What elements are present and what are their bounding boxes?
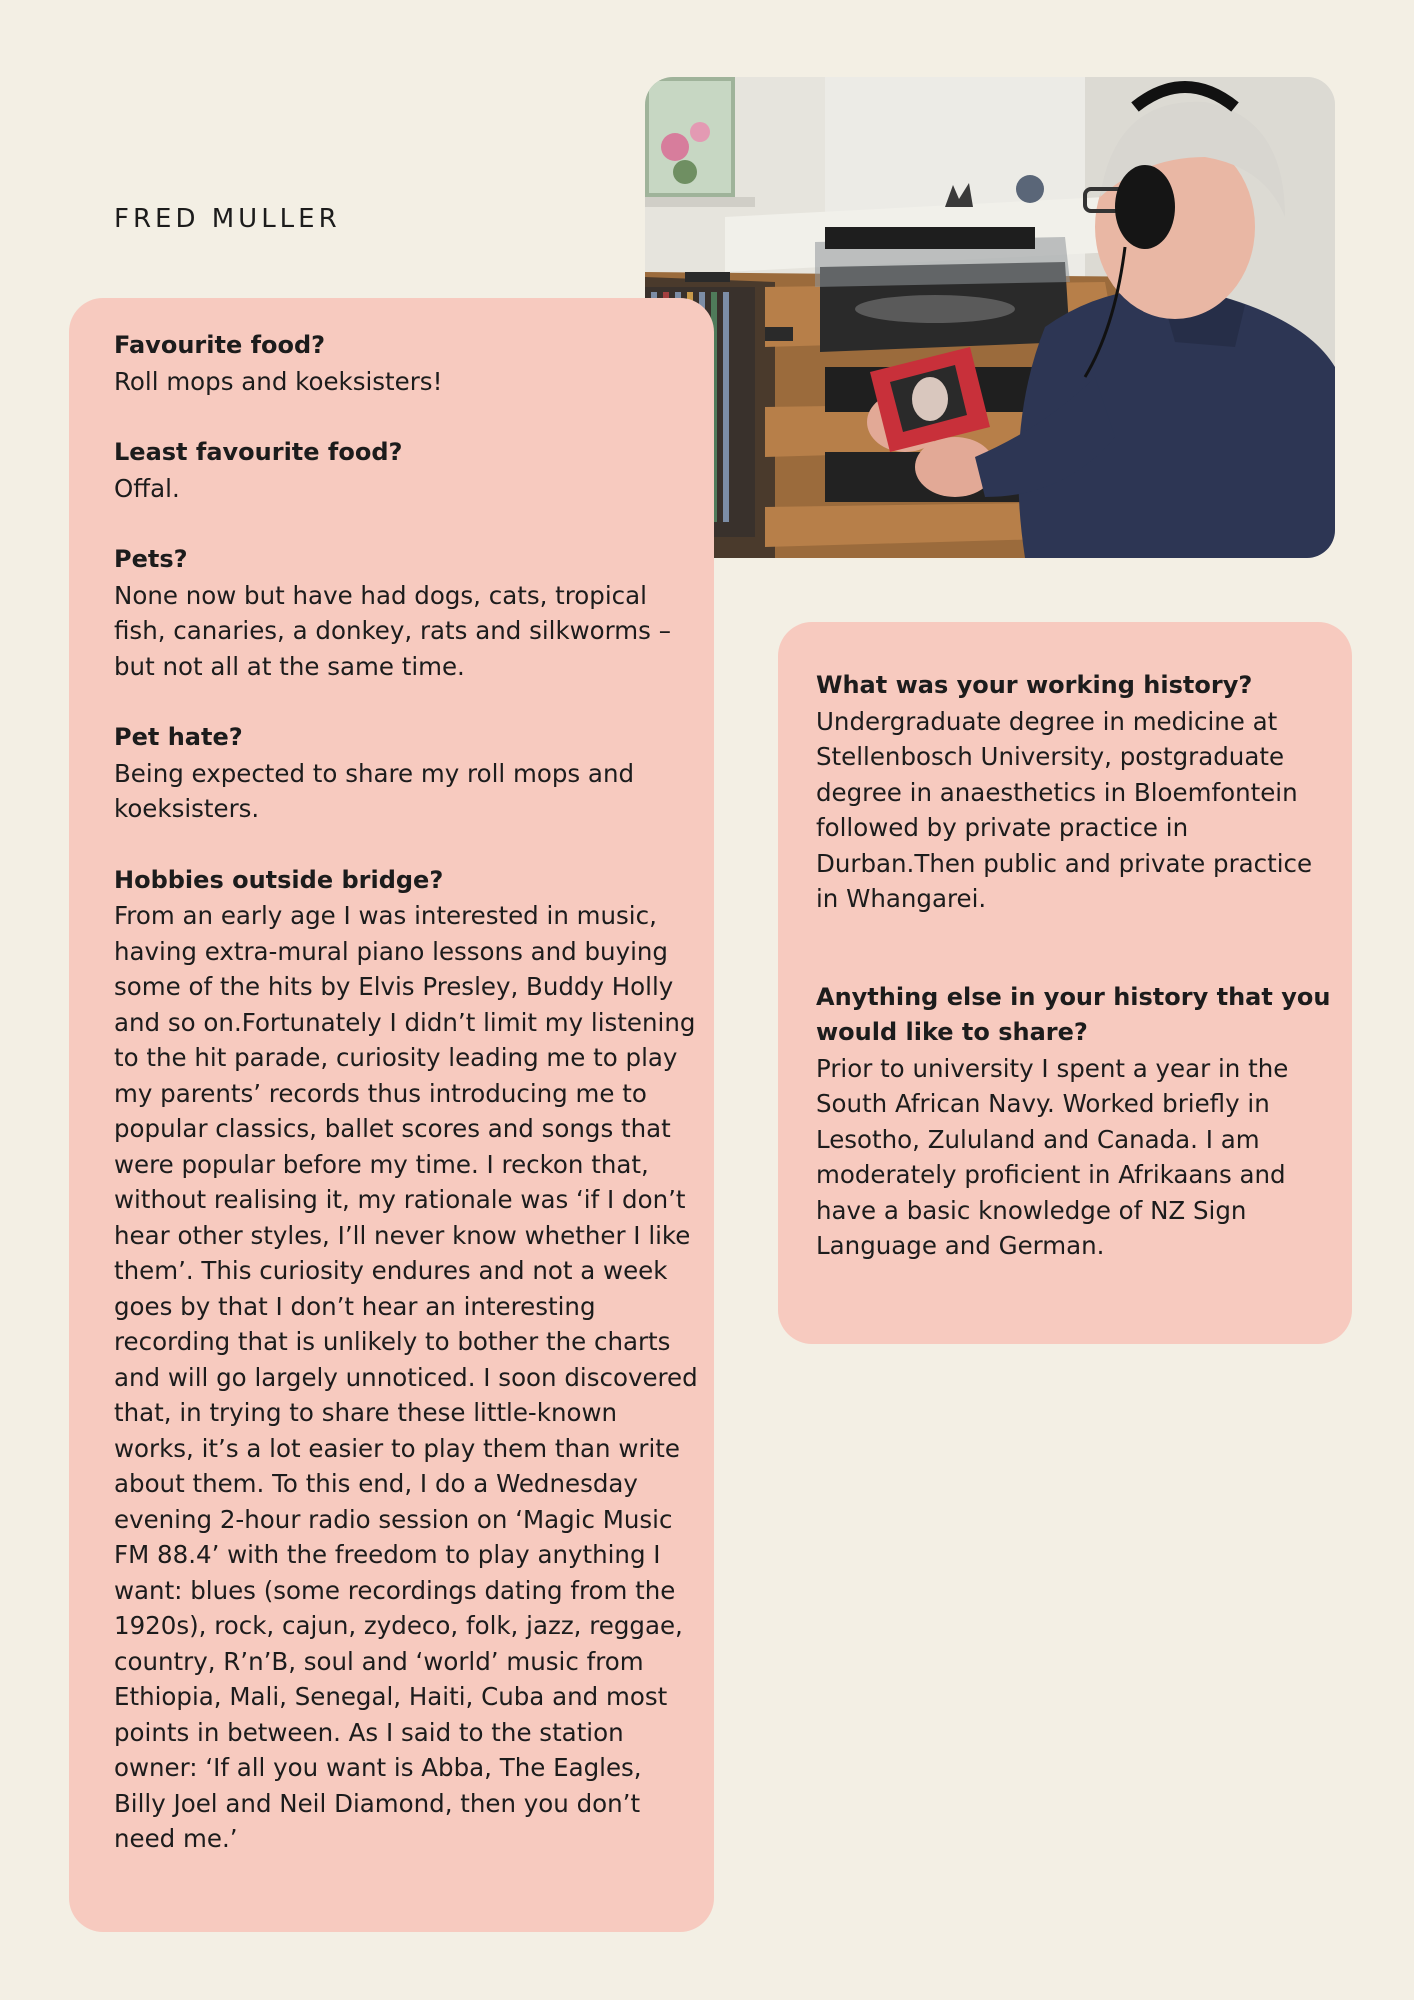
question-heading: Least favourite food? — [114, 438, 403, 466]
answer-text: Undergraduate degree in medicine at Stellenbosch University, postgraduate degree in anaesthetics in Bloemfontein followed by private practice in Durban.Then public and private practice in Whangarei. — [816, 706, 1313, 913]
answer-text: None now but have had dogs, cats, tropical fish, canaries, a donkey, rats and silkworms – but not all at the same time. — [114, 580, 671, 681]
question-heading: Pets? — [114, 545, 188, 573]
profile-photo — [645, 77, 1335, 558]
question-heading: Favourite food? — [114, 331, 326, 359]
question-heading: Hobbies outside bridge? — [114, 865, 444, 894]
answer-text: Offal. — [114, 473, 180, 503]
qa-hobbies — [114, 863, 700, 1857]
left-qa-card — [69, 298, 714, 1932]
qa-favourite-food — [114, 328, 700, 399]
answer-text: From an early age I was interested in music, having extra-mural piano lessons and buying some of the hits by Elvis Presley, Buddy Holly and so on.Fortunately I didn’t limit my listening to the hit parade, curiosity leading me to play my parents’ records thus introducing me to popular classics, ballet scores and songs that were popular before my time. I reckon that, without realising it, my rationale was ‘if I don’t hear other styles, I’ll never know whether I like them’. This curiosity endures and not a week goes by that I don’t hear an interesting recording that is unlikely to bother the charts and will go largely unnoticed. I soon discovered that, in trying to share these little-known works, it’s a lot easier to play them than write about them. To this end, I do a Wednesday evening 2-hour radio session on ‘Magic Music FM 88.4’ with the freedom to play anything I want: blues (some recordings dating from the 1920s), rock, cajun, zydeco, folk, jazz, reggae, country, R’n’B, soul and ‘world’ music from Ethiopia, Mali, Senegal, Haiti, Cuba and most points in between. As I said to the station owner: ‘If all you want is Abba, The Eagles, Billy Joel and Neil Diamond, then you don’t need me.’ — [114, 901, 698, 1853]
answer-text: Being expected to share my roll mops and koeksisters. — [114, 758, 635, 823]
qa-pets — [114, 542, 700, 684]
answer-text: Prior to university I spent a year in the South African Navy. Worked briefly in Lesotho, Zululand and Canada. I am moderately proficient in Afrikaans and have a basic knowledge of NZ Sign Language and German. — [816, 1053, 1289, 1260]
profile-name: FRED MULLER — [114, 204, 341, 234]
question-heading: Anything else in your history that you would like to share? — [816, 982, 1331, 1046]
question-heading: What was your working history? — [816, 671, 1253, 699]
qa-least-favourite-food — [114, 435, 700, 506]
qa-pet-hate — [114, 720, 700, 827]
answer-text: Roll mops and koeksisters! — [114, 366, 443, 396]
question-heading: Pet hate? — [114, 723, 243, 751]
qa-anything-else — [816, 980, 1332, 1264]
right-qa-card — [778, 622, 1352, 1344]
qa-working-history — [816, 668, 1332, 917]
